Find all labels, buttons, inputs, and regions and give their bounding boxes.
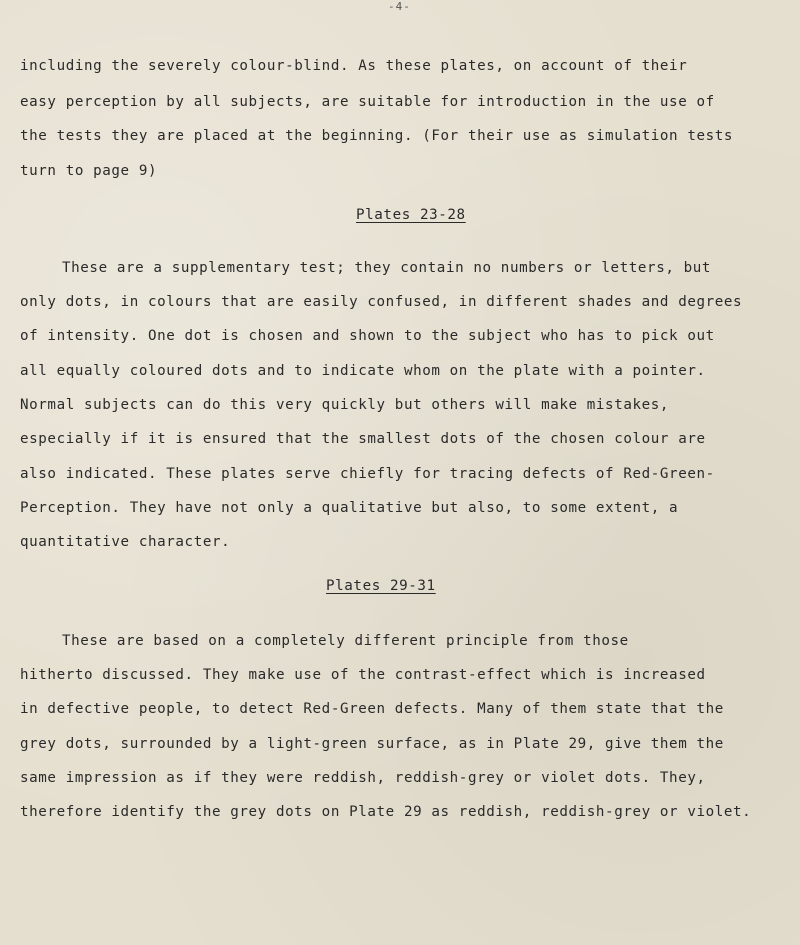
paragraph-line: in defective people, to detect Red-Green defects. Many of them state that the xyxy=(20,701,724,717)
paragraph-line: including the severely colour-blind. As these plates, on account of their xyxy=(20,58,688,74)
paragraph-line: Perception. They have not only a qualitative but also, to some extent, a xyxy=(20,500,679,516)
paragraph-line: turn to page 9) xyxy=(20,163,158,179)
paragraph-line: the tests they are placed at the beginning. (For their use as simulation tests xyxy=(20,128,734,144)
section-heading: Plates 29-31 xyxy=(326,578,436,594)
paragraph-line: same impression as if they were reddish, reddish-grey or violet dots. They, xyxy=(20,770,706,786)
paragraph-line: quantitative character. xyxy=(20,534,231,550)
section-heading: Plates 23-28 xyxy=(356,207,466,223)
paragraph-line: only dots, in colours that are easily confused, in different shades and degrees xyxy=(20,294,743,310)
paragraph-line: hitherto discussed. They make use of the contrast-effect which is increased xyxy=(20,667,706,683)
paragraph-line: Normal subjects can do this very quickly but others will make mistakes, xyxy=(20,397,670,413)
paragraph-line: especially if it is ensured that the smallest dots of the chosen colour are xyxy=(20,431,706,447)
paragraph-line: of intensity. One dot is chosen and shown to the subject who has to pick out xyxy=(20,328,715,344)
paragraph-line: also indicated. These plates serve chiefly for tracing defects of Red-Green- xyxy=(20,466,715,482)
paragraph-line: therefore identify the grey dots on Plate 29 as reddish, reddish-grey or violet. xyxy=(20,804,752,820)
page-number: -4- xyxy=(388,0,411,13)
paragraph-line: all equally coloured dots and to indicate whom on the plate with a pointer. xyxy=(20,363,706,379)
paragraph-line: grey dots, surrounded by a light-green surface, as in Plate 29, give them the xyxy=(20,736,724,752)
paragraph-line: These are a supplementary test; they contain no numbers or letters, but xyxy=(62,260,712,276)
paragraph-line: These are based on a completely different principle from those xyxy=(62,633,629,649)
paragraph-line: easy perception by all subjects, are suitable for introduction in the use of xyxy=(20,94,715,110)
